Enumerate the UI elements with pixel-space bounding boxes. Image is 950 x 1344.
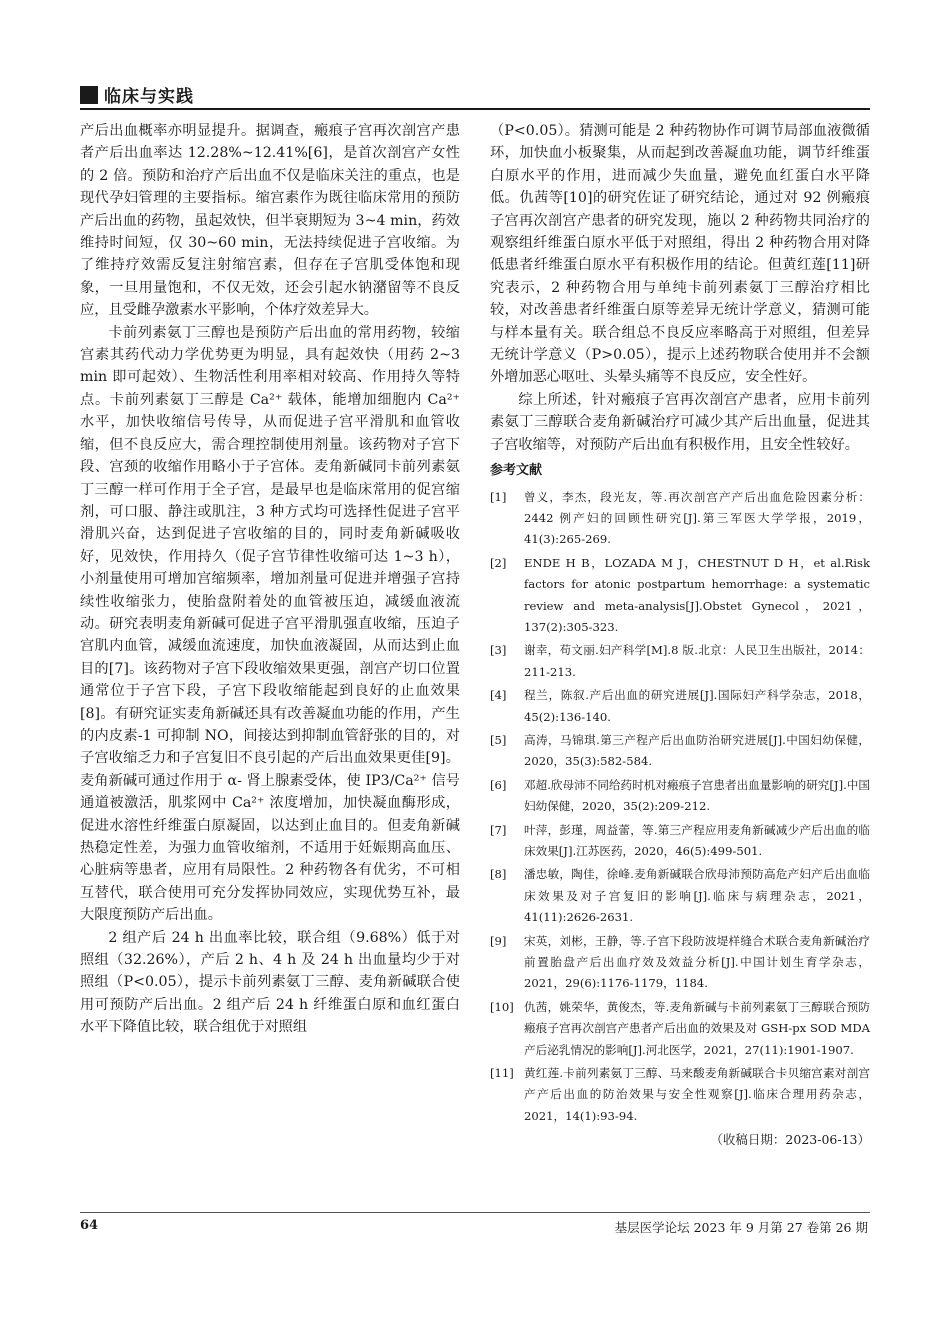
reference-number: [3] <box>490 643 507 658</box>
footer-divider <box>80 1212 870 1213</box>
reference-item <box>490 640 870 683</box>
paragraph: 2 组产后 24 h 出血率比较，联合组（9.68%）低于对照组（32.26%），产后 2 h、4 h 及 24 h 出血量均少于对照组（P<0.05），提示卡前列素氨丁三醇、麦角新碱联合使用可预防产后出血。2 组产后 24 h 纤维蛋白原和血红蛋白水平下降值比较，联合组优于对照组 <box>80 929 460 1036</box>
reference-number: [7] <box>490 822 507 837</box>
reference-number: [6] <box>490 777 507 792</box>
paragraph: 产后出血概率亦明显提升。据调查，瘢痕子宫再次剖宫产患者产后出血率达 12.28%~12.41%[6]，是首次剖宫产女性的 2 倍。预防和治疗产后出血不仅是临床关注的重点，也是现代孕妇管理的主要指标。缩宫素作为既往临床常用的预防产后出血的药物，虽起效快，但半衰期短为 3~4 min，药效维持时间短，仅 30~60 min，无法持续促进子宫收缩。为了维持疗效需反复注射缩宫素，但存在子宫肌受体饱和现象，一旦用量饱和，不仅无效，还会引起水钠潴留等不良反应，且受雌孕激素水平影响，个体疗效差异大。 <box>80 123 460 319</box>
reference-text: 黄红莲.卡前列素氨丁三醇、马来酸麦角新碱联合卡贝缩宫素对剖宫产产后出血的防治效果与安全性观察[J].临床合理用药杂志，2021，14(1):93-94. <box>524 1066 870 1123</box>
reference-item <box>490 997 870 1061</box>
reference-text: 高涛，马锦琪.第三产程产后出血防治研究进展[J].中国妇幼保健，2020，35(3):582-584. <box>524 732 870 769</box>
left-column <box>80 120 460 1039</box>
reference-text: 叶萍，彭瑾，周益蕾，等.第三产程应用麦角新碱减少产后出血的临床效果[J].江苏医药，2020，46(5):499-501. <box>524 822 870 858</box>
references-title: 参考文献 <box>490 463 543 479</box>
paragraph: 卡前列素氨丁三醇也是预防产后出血的常用药物，较缩宫素其药代动力学优势更为明显，具有起效快（用药 2~3 min 即可起效）、生物活性利用率相对较高、作用持久等特点。卡前列素氨丁三醇是 Ca²⁺ 载体，能增加细胞内 Ca²⁺ 水平，加快收缩信号传导，从而促进子宫平滑肌和血管收缩，但不良反应大，需合理控制使用剂量。该药物对子宫下段、宫颈的收缩作用略小于子宫体。麦角新碱同卡前列素氨丁三醇一样可作用于全子宫，是最早也是临床常用的促宫缩剂，可口服、静注或肌注，3 种方式均可选择性促进子宫平滑肌兴奋，达到促进子宫收缩的目的，同时麦角新碱吸收好，见效快，作用持久（促子宫节律性收缩可达 1~3 h），小剂量使用可增加宫缩频率，增加剂量可促进并增强子宫持续性收缩张力，使胎盘附着处的血管被压迫，减缓血液流动。研究表明麦角新碱可促进子宫平滑肌强直收缩，压迫子宫肌内血管，减缓血流速度，加快血液凝固，从而达到止血目的[7]。该药物对子宫下段收缩效果更强，剖宫产切口位置通常位于子宫下段，子宫下段收缩能起到良好的止血效果[8]。有研究证实麦角新碱还具有改善凝血功能的作用，产生的内皮素-1 可抑制 NO，间接达到抑制血管舒张的目的，对子宫收缩乏力和子宫复旧不良引起的产后出血效果更佳[9]。麦角新碱可通过作用于 α- 肾上腺素受体，使 IP3/Ca²⁺ 信号通道被激活，肌浆网中 Ca²⁺ 浓度增加，加快凝血酶形成，促进水溶性纤维蛋白原凝固，以达到止血目的。但麦角新碱热稳定性差，为强力血管收缩剂，不适用于妊娠期高血压、心脏病等患者，应用有局限性。2 种药物各有优劣，不可相互替代，联合使用可充分发挥协同效应，实现优势互补，最大限度预防产后出血。 <box>80 324 460 924</box>
header-divider <box>80 108 870 110</box>
paragraph: （P<0.05）。猜测可能是 2 种药物协作可调节局部血液微循环，加快血小板聚集，从而起到改善凝血功能，调节纤维蛋白原水平的作用，进而减少失血量，避免血红蛋白水平降低。仇茜等[10]的研究佐证了研究结论，通过对 92 例瘢痕子宫再次剖宫产患者的研究发现，施以 2 种药物共同治疗的观察组纤维蛋白原水平低于对照组，得出 2 种药物合用对降低患者纤维蛋白原水平有积极作用的结论。但黄红莲[11]研究表示，2 种药物合用与单纯卡前列素氨丁三醇治疗相比较，对改善患者纤维蛋白原等差异无统计学意义，猜测可能与样本量有关。联合组总不良反应率略高于对照组，但差异无统计学意义（P>0.05），提示上述药物联合使用并不会额外增加恶心呕吐、头晕头痛等不良反应，安全性好。 <box>490 123 870 386</box>
reference-item <box>490 820 870 863</box>
header-square-icon <box>80 86 98 104</box>
reference-item <box>490 931 870 995</box>
reference-number: [5] <box>490 732 507 747</box>
right-column <box>490 120 870 1152</box>
page-number: 64 <box>80 1218 99 1233</box>
reference-text: 宋英，刘彬，王静，等.子宫下段防波堤样缝合术联合麦角新碱治疗前置胎盘产后出血疗效及效益分析[J].中国计划生育学杂志，2021，29(6):1176-1179，1184. <box>524 933 870 991</box>
reference-number: [4] <box>490 688 507 703</box>
reference-text: ENDE H B，LOZADA M J，CHESTNUT D H，et al.Risk factors for atonic postpartum hemorrhage: a systematic review and meta-analysis[J].Obstet Gynecol，2021，137(2):305-323. <box>524 555 870 634</box>
reference-text: 程兰，陈叙.产后出血的研究进展[J].国际妇产科学杂志，2018，45(2):136-140. <box>524 688 870 724</box>
reference-text: 曾义，李杰，段光友，等.再次剖宫产产后出血危险因素分析：2442 例产妇的回顾性研究[J].第三军医大学学报，2019，41(3):265-269. <box>524 489 870 547</box>
reference-item <box>490 553 870 639</box>
journal-info: 基层医学论坛 2023 年 9 月第 27 卷第 26 期 <box>614 1220 868 1235</box>
reference-item <box>490 1063 870 1127</box>
reference-text: 谢幸，苟文丽.妇产科学[M].8 版.北京：人民卫生出版社，2014：211-213. <box>524 643 870 679</box>
received-date: （收稿日期：2023-06-13） <box>710 1132 870 1148</box>
reference-item <box>490 864 870 928</box>
reference-number: [2] <box>490 555 507 570</box>
reference-number: [11] <box>490 1066 514 1081</box>
paragraph: 综上所述，针对瘢痕子宫再次剖宫产患者，应用卡前列素氨丁三醇联合麦角新碱治疗可减少其产后出血量，促进其子宫收缩等，对预防产后出血有积极作用，且安全性较好。 <box>490 391 870 453</box>
reference-number: [9] <box>490 933 507 948</box>
reference-text: 潘忠敏，陶佳，徐峰.麦角新碱联合欣母沛预防高危产妇产后出血临床效果及对子宫复旧的影响[J].临床与病理杂志，2021，41(11):2626-2631. <box>524 867 870 925</box>
reference-number: [8] <box>490 867 507 882</box>
reference-number: [1] <box>490 489 507 504</box>
section-header <box>80 82 194 107</box>
reference-number: [10] <box>490 999 514 1014</box>
reference-item <box>490 487 870 551</box>
reference-item <box>490 685 870 728</box>
reference-item <box>490 775 870 818</box>
section-title: 临床与实践 <box>104 87 194 107</box>
reference-item <box>490 730 870 773</box>
reference-text: 仇茜，姚荣华，黄俊杰，等.麦角新碱与卡前列素氨丁三醇联合预防瘢痕子宫再次剖宫产患者产后出血的效果及对 GSH-px SOD MDA 产后泌乳情况的影响[J].河北医学，2021，27(11):1901-1907. <box>524 999 870 1057</box>
reference-text: 邓超.欣母沛不同给药时机对瘢痕子宫患者出血量影响的研究[J].中国妇幼保健，2020，35(2):209-212. <box>524 777 870 814</box>
